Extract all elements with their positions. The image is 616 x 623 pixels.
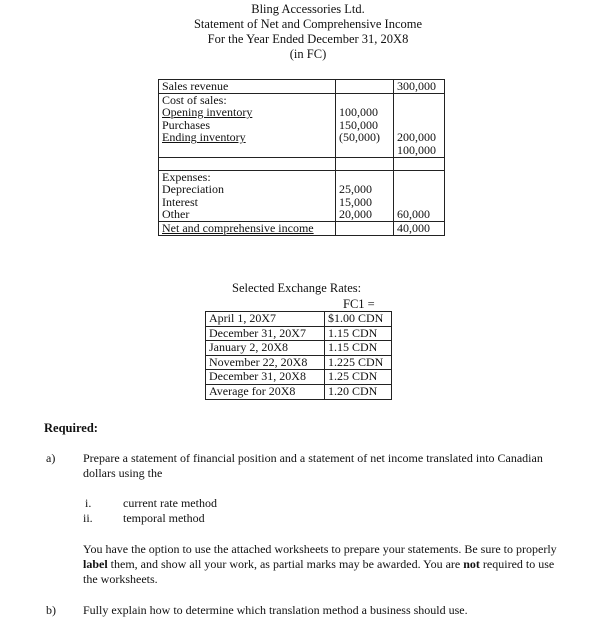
rate-value: 1.225 CDN xyxy=(325,355,392,370)
net-income-value: 40,000 xyxy=(394,221,445,235)
table-row xyxy=(159,170,445,221)
expenses-total: 60,000 xyxy=(397,207,430,222)
company-name: Bling Accessories Ltd. xyxy=(251,2,365,16)
income-statement-table xyxy=(158,79,445,236)
other-value: 20,000 xyxy=(339,207,372,222)
option-ii-text: temporal method xyxy=(123,511,205,525)
rates-title: Selected Exchange Rates: xyxy=(232,281,362,295)
rate-value: 1.20 CDN xyxy=(325,384,392,399)
other-label: Other xyxy=(162,207,190,222)
ending-inventory-value: (50,000) xyxy=(339,130,380,145)
rate-value: $1.00 CDN xyxy=(325,312,392,327)
statement-title: Statement of Net and Comprehensive Income xyxy=(193,17,423,31)
currency-note: (in FC) xyxy=(289,47,327,61)
part-b-text: Fully explain how to determine which translation method a business should use. xyxy=(83,603,468,617)
sales-label: Sales revenue xyxy=(159,80,336,94)
table-row xyxy=(159,157,445,170)
rate-date: December 31, 20X7 xyxy=(206,326,325,341)
gross-profit-value: 100,000 xyxy=(397,142,436,157)
required-heading: Required: xyxy=(44,421,98,435)
exchange-rates-table xyxy=(205,311,392,400)
table-row xyxy=(206,341,392,356)
cogs-label: Cost of sales: xyxy=(162,92,227,107)
worksheet-note: You have the option to use the attached worksheets to prepare your statements. Be sure to properly label them, and show all your work, as partial marks may be awarded. You are not required to use the worksheets. xyxy=(83,542,557,586)
depreciation-value: 25,000 xyxy=(339,182,372,197)
purchases-label: Purchases xyxy=(162,117,210,132)
rate-value: 1.25 CDN xyxy=(325,370,392,385)
opening-inventory-value: 100,000 xyxy=(339,105,378,120)
interest-value: 15,000 xyxy=(339,194,372,209)
rate-value: 1.15 CDN xyxy=(325,326,392,341)
rates-unit-header: FC1 = xyxy=(343,297,375,311)
table-row xyxy=(159,93,445,157)
opening-inventory-label: Opening inventory xyxy=(162,105,253,120)
table-row xyxy=(159,221,445,235)
part-a-marker: a) xyxy=(46,451,56,465)
option-i-text: current rate method xyxy=(123,496,217,510)
rate-value: 1.15 CDN xyxy=(325,341,392,356)
rate-date: Average for 20X8 xyxy=(206,384,325,399)
expenses-label: Expenses: xyxy=(162,169,211,184)
ending-inventory-label: Ending inventory xyxy=(162,130,246,145)
statement-period: For the Year Ended December 31, 20X8 xyxy=(207,32,409,46)
part-b-marker: b) xyxy=(46,603,56,617)
sales-value: 300,000 xyxy=(394,80,445,94)
table-row xyxy=(159,80,445,94)
rate-date: April 1, 20X7 xyxy=(206,312,325,327)
purchases-value: 150,000 xyxy=(339,117,378,132)
cogs-subtotal: 200,000 xyxy=(397,130,436,145)
option-i-marker: i. xyxy=(85,496,92,510)
table-row xyxy=(206,384,392,399)
option-ii-marker: ii. xyxy=(83,511,93,525)
table-row xyxy=(206,355,392,370)
rate-date: December 31, 20X8 xyxy=(206,370,325,385)
note-label-emphasis: label xyxy=(83,557,108,571)
net-income-label: Net and comprehensive income xyxy=(159,221,336,235)
part-a-text: Prepare a statement of financial position and a statement of net income translated into Canadian dollars using the xyxy=(83,451,543,480)
table-row xyxy=(206,370,392,385)
interest-label: Interest xyxy=(162,194,198,209)
depreciation-label: Depreciation xyxy=(162,182,224,197)
note-not-emphasis: not xyxy=(463,557,480,571)
table-row xyxy=(206,312,392,327)
table-row xyxy=(206,326,392,341)
rate-date: January 2, 20X8 xyxy=(206,341,325,356)
rate-date: November 22, 20X8 xyxy=(206,355,325,370)
